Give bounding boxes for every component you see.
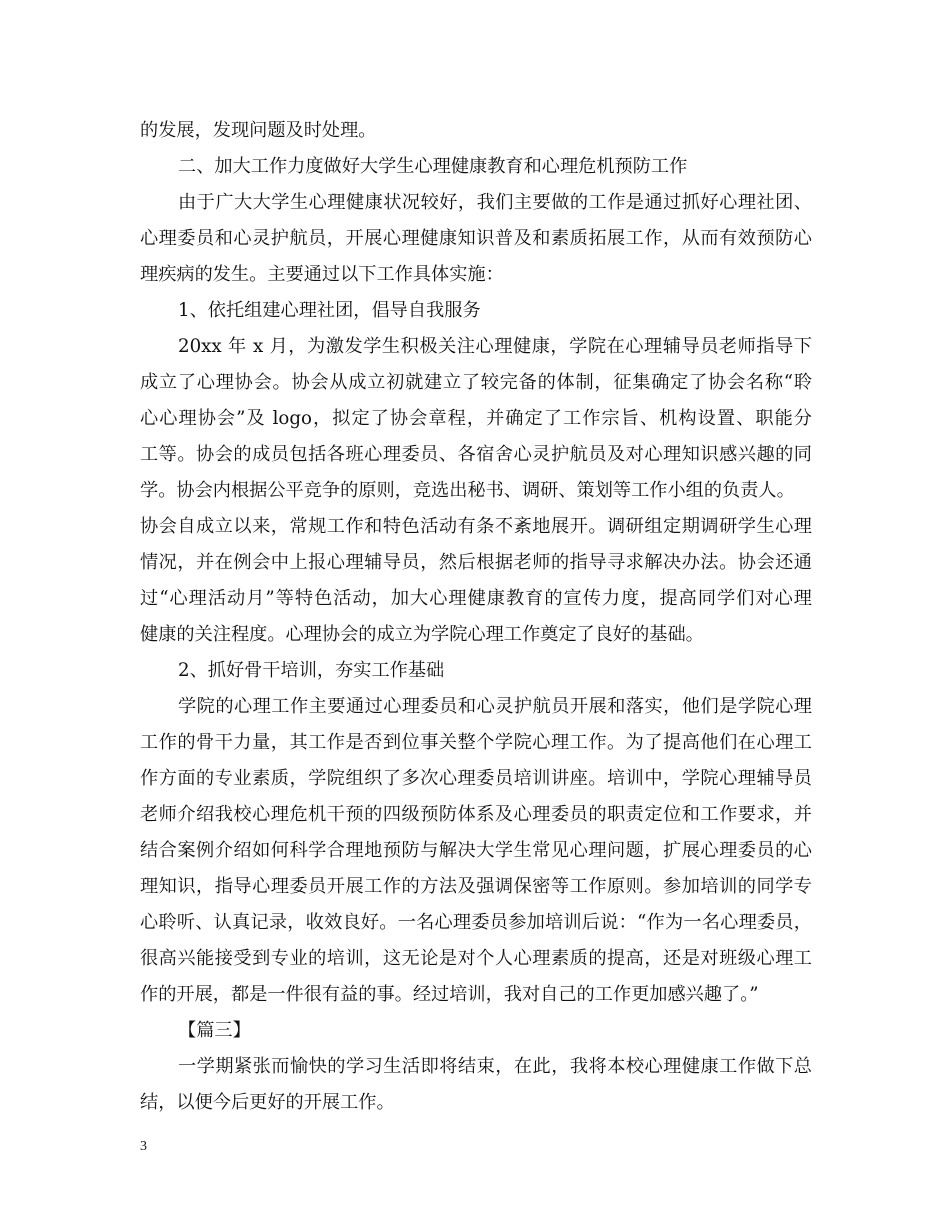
text-line: 健康的关注程度。心理协会的成立为学院心理工作奠定了良好的基础。 (140, 624, 704, 645)
text-line: 作的开展，都是一件很有益的事。经过培训，我对自己的工作更加感兴趣了。” (140, 984, 759, 1005)
text-line: 结合案例介绍如何科学合理地预防与解决大学生常见心理问题，扩展心理委员的心 (140, 840, 812, 861)
text-line: 老师介绍我校心理危机干预的四级预防体系及心理委员的职责定位和工作要求，并 (140, 804, 812, 825)
subsection-heading: 2、抓好骨干培训，夯实工作基础 (178, 660, 445, 681)
text-line: 学院的心理工作主要通过心理委员和心灵护航员开展和落实，他们是学院心理 (178, 696, 812, 717)
text-line: 工作的骨干力量，其工作是否到位事关整个学院心理工作。为了提高他们在心理工 (140, 732, 812, 753)
text-line: 理知识，指导心理委员开展工作的方法及强调保密等工作原则。参加培训的同学专 (140, 876, 812, 897)
text-line: 由于广大大学生心理健康状况较好，我们主要做的工作是通过抓好心理社团、 (178, 192, 812, 213)
text-line: 心心理协会”及 logo，拟定了协会章程，并确定了工作宗旨、机构设置、职能分 (140, 408, 812, 429)
text-line: 成立了心理协会。协会从成立初就建立了较完备的体制，征集确定了协会名称“聆 (140, 372, 812, 393)
text-line: 学。协会内根据公平竞争的原则，竞选出秘书、调研、策划等工作小组的负责人。 (140, 480, 795, 501)
text-line: 心聆听、认真记录，收效良好。一名心理委员参加培训后说：“作为一名心理委员， (140, 912, 812, 933)
text-line: 协会自成立以来，常规工作和特色活动有条不紊地展开。调研组定期调研学生心理 (140, 516, 812, 537)
text-line: 过“心理活动月”等特色活动，加大心理健康教育的宣传力度，提高同学们对心理 (140, 588, 812, 609)
text-line: 一学期紧张而愉快的学习生活即将结束，在此，我将本校心理健康工作做下总 (178, 1056, 812, 1077)
text-line: 结，以便今后更好的开展工作。 (140, 1092, 395, 1113)
text-line: 作方面的专业素质，学院组织了多次心理委员培训讲座。培训中，学院心理辅导员 (140, 768, 812, 789)
document-body (140, 113, 812, 1121)
text-line: 心理委员和心灵护航员，开展心理健康知识普及和素质拓展工作，从而有效预防心 (140, 228, 812, 249)
subsection-heading: 1、依托组建心理社团，倡导自我服务 (178, 300, 481, 321)
text-line: 工等。协会的成员包括各班心理委员、各宿舍心灵护航员及对心理知识感兴趣的同 (140, 444, 812, 465)
text-line: 理疾病的发生。主要通过以下工作具体实施： (140, 264, 504, 285)
text-line: 情况，并在例会中上报心理辅导员，然后根据老师的指导寻求解决办法。协会还通 (140, 552, 812, 573)
section-marker: 【篇三】 (178, 1020, 251, 1041)
text-line: 的发展，发现问题及时处理。 (140, 120, 377, 141)
page-number: 3 (140, 1139, 147, 1154)
text-line: 20xx 年 x 月，为激发学生积极关注心理健康，学院在心理辅导员老师指导下 (178, 336, 812, 357)
text-line: 很高兴能接受到专业的培训，这无论是对个人心理素质的提高，还是对班级心理工 (140, 948, 812, 969)
section-heading: 二、加大工作力度做好大学生心理健康教育和心理危机预防工作 (178, 156, 688, 177)
